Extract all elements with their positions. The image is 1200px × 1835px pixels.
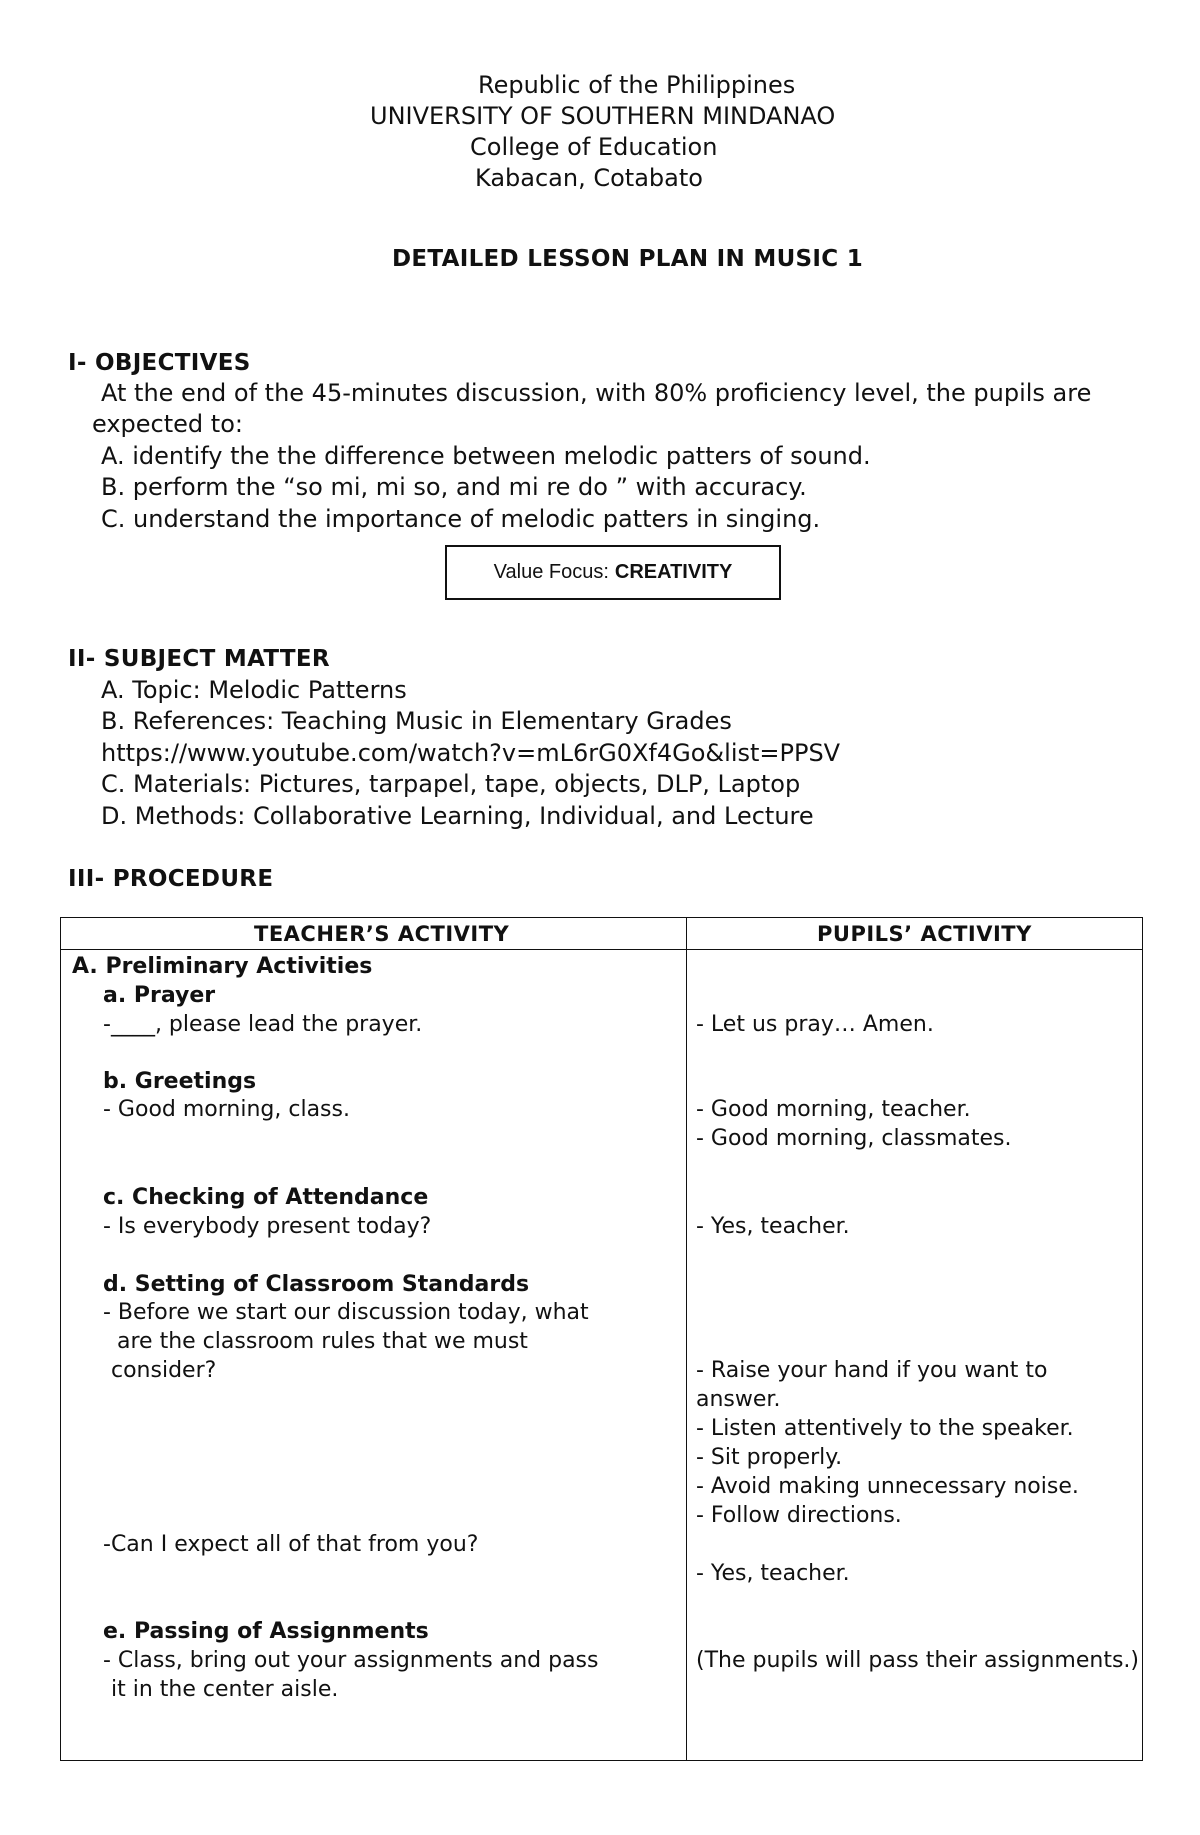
assignments-teacher-line2: it in the center aisle.	[111, 1677, 339, 1702]
subject-methods: D. Methods: Collaborative Learning, Individual, and Lecture	[101, 802, 814, 830]
header-divider	[61, 949, 1142, 950]
assignments-teacher-line1: - Class, bring out your assignments and pass	[103, 1648, 599, 1673]
objective-b: B. perform the “so mi, mi so, and mi re do ” with accuracy.	[101, 473, 807, 501]
attendance-teacher-line: - Is everybody present today?	[103, 1214, 432, 1239]
standards-teacher-followup: -Can I expect all of that from you?	[103, 1532, 479, 1557]
attendance-pupil-line: - Yes, teacher.	[696, 1214, 850, 1239]
objectives-intro-line1: At the end of the 45-minutes discussion, with 80% proficiency level, the pupils are	[101, 379, 1092, 407]
standards-pupil-line6: - Follow directions.	[696, 1503, 902, 1528]
standards-pupil-line5: - Avoid making unnecessary noise.	[696, 1474, 1079, 1499]
standards-teacher-line2: are the classroom rules that we must	[117, 1329, 528, 1354]
standards-heading: d. Setting of Classroom Standards	[103, 1272, 530, 1297]
header-republic: Republic of the Philippines	[478, 71, 796, 99]
value-focus-box	[445, 545, 781, 600]
objectives-intro-line2: expected to:	[92, 410, 243, 438]
page-title: DETAILED LESSON PLAN IN MUSIC 1	[392, 246, 864, 272]
standards-pupil-line1: - Raise your hand if you want to	[696, 1358, 1048, 1383]
column-divider	[686, 918, 687, 1760]
standards-pupil-line3: - Listen attentively to the speaker.	[696, 1416, 1074, 1441]
greetings-teacher-line: - Good morning, class.	[103, 1097, 350, 1122]
prayer-pupil-line: - Let us pray… Amen.	[696, 1012, 934, 1037]
standards-teacher-line3: consider?	[111, 1358, 217, 1383]
column-header-pupils: PUPILS’ ACTIVITY	[817, 922, 1032, 946]
greetings-heading: b. Greetings	[103, 1069, 257, 1094]
procedure-heading: III- PROCEDURE	[68, 866, 274, 892]
prayer-heading: a. Prayer	[103, 983, 216, 1008]
subject-reference-link: https://www.youtube.com/watch?v=mL6rG0Xf4Go&list=PPSV	[101, 739, 841, 767]
assignments-pupil-line: (The pupils will pass their assignments.)	[696, 1648, 1139, 1673]
value-focus-value: CREATIVITY	[614, 561, 733, 583]
section-preliminary-activities: A. Preliminary Activities	[72, 954, 373, 979]
standards-pupil-line4: - Sit properly.	[696, 1445, 843, 1470]
subject-topic: A. Topic: Melodic Patterns	[101, 676, 407, 704]
attendance-heading: c. Checking of Attendance	[103, 1185, 429, 1210]
procedure-table	[60, 917, 1143, 1761]
header-college: College of Education	[470, 133, 718, 161]
column-header-teacher: TEACHER’S ACTIVITY	[254, 922, 510, 946]
standards-pupil-line2: answer.	[696, 1387, 781, 1412]
header-university: UNIVERSITY OF SOUTHERN MINDANAO	[370, 102, 836, 130]
subject-materials: C. Materials: Pictures, tarpapel, tape, objects, DLP, Laptop	[101, 770, 801, 798]
assignments-heading: e. Passing of Assignments	[103, 1619, 429, 1644]
standards-teacher-line1: - Before we start our discussion today, what	[103, 1300, 589, 1325]
objective-a: A. identify the the difference between melodic patters of sound.	[101, 442, 871, 470]
value-focus-label: Value Focus:	[493, 561, 609, 583]
header-location: Kabacan, Cotabato	[475, 164, 703, 192]
objectives-heading: I- OBJECTIVES	[68, 350, 251, 376]
school-header	[0, 70, 1200, 194]
greetings-pupil-line1: - Good morning, teacher.	[696, 1097, 971, 1122]
objective-c: C. understand the importance of melodic patters in singing.	[101, 505, 821, 533]
subject-references: B. References: Teaching Music in Elementary Grades	[101, 707, 732, 735]
standards-pupil-followup: - Yes, teacher.	[696, 1561, 850, 1586]
subject-matter-heading: II- SUBJECT MATTER	[68, 646, 330, 672]
greetings-pupil-line2: - Good morning, classmates.	[696, 1126, 1012, 1151]
prayer-teacher-line: -____, please lead the prayer.	[103, 1012, 423, 1037]
